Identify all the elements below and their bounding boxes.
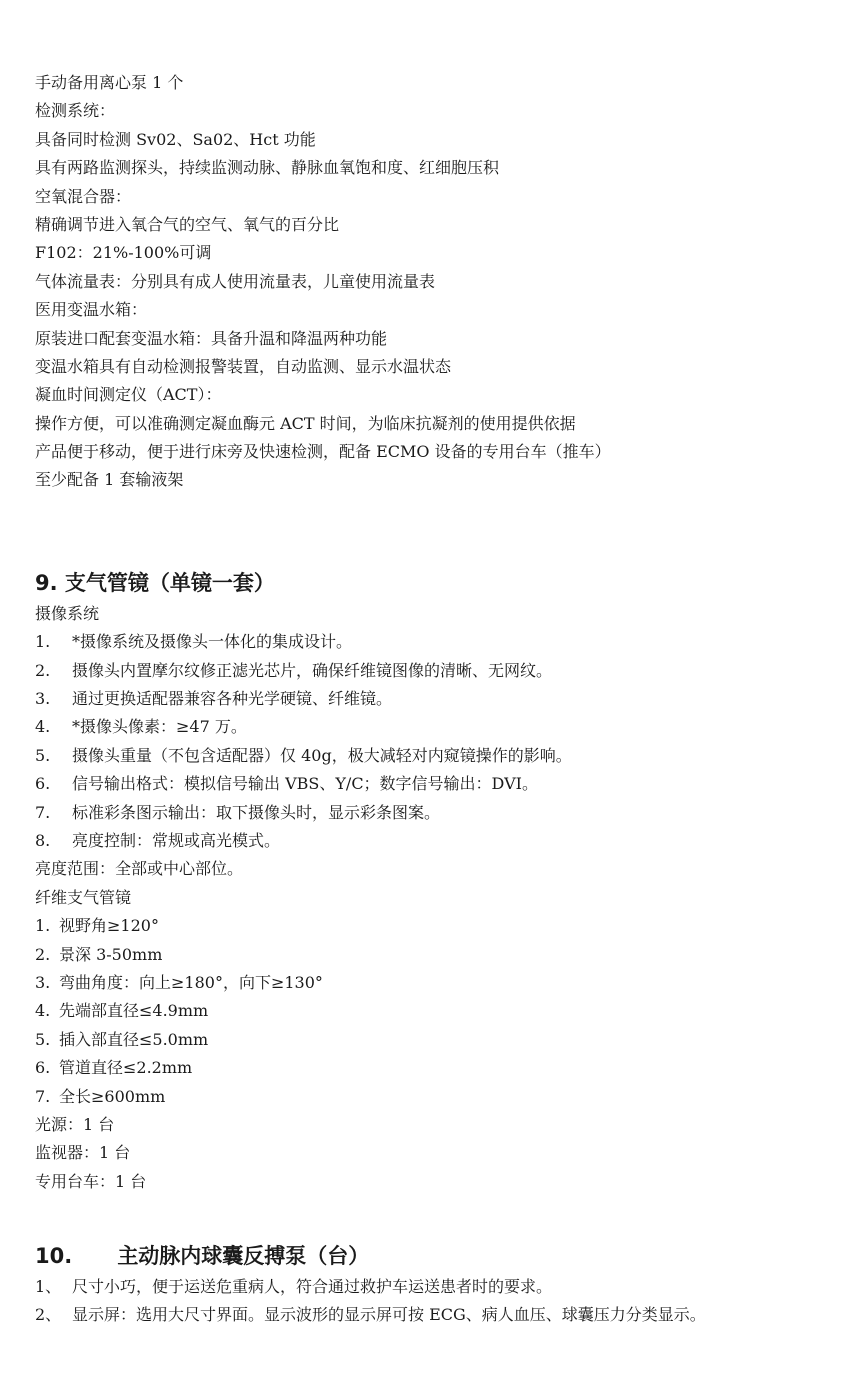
item-text: 信号输出格式：模拟信号输出 VBS、Y/C；数字信号输出：DVI。 [72,774,538,794]
text-line: 空氧混合器： [35,186,132,206]
item-text: 管道直径≤2.2mm [59,1058,193,1078]
item-number: 1. [35,916,51,936]
list-item [35,827,845,855]
text-line: 亮度范围：全部或中心部位。 [35,859,244,879]
item-text: 显示屏：选用大尺寸界面。显示波形的显示屏可按 ECG、病人血压、球囊压力分类显示。 [72,1305,706,1325]
item-text: 视野角≥120° [59,916,159,936]
item-number: 5. [35,1029,51,1049]
item-text: 摄像头内置摩尔纹修正滤光芯片，确保纤维镜图像的清晰、无网纹。 [72,660,553,680]
item-number: 2、 [35,1305,62,1325]
list-item [35,1026,845,1054]
item-number: 4. [35,717,51,737]
text-line: 专用台车：1 台 [35,1171,147,1191]
document-body [35,69,845,1330]
item-number: 6. [35,774,51,794]
list-item [35,628,845,656]
text-line: 手动备用离心泵 1 个 [35,73,184,92]
item-number: 1、 [35,1277,62,1297]
item-text: 摄像头重量（不包含适配器）仅 40g，极大减轻对内窥镜操作的影响。 [72,745,572,765]
section-heading [35,566,845,600]
item-text: 全长≥600mm [59,1086,166,1106]
item-number: 2. [35,660,51,680]
item-number: 7. [35,1086,51,1106]
list-item [35,1054,845,1082]
list-item [35,1301,845,1329]
text-line: 检测系统： [35,101,116,121]
list-item [35,713,845,741]
item-text: 插入部直径≤5.0mm [59,1029,209,1049]
text-line: 操作方便，可以准确测定凝血酶元 ACT 时间，为临床抗凝剂的使用提供依据 [35,413,576,433]
list-item [35,742,845,770]
text-line: 监视器：1 台 [35,1143,131,1163]
section-number: 9. [35,570,58,595]
item-number: 1. [35,632,51,652]
item-text: 景深 3-50mm [59,944,163,964]
text-line: 光源：1 台 [35,1114,115,1134]
item-text: *摄像系统及摄像头一体化的集成设计。 [72,632,353,652]
section-9 [35,566,845,1196]
subheading: 纤维支气管镜 [35,887,132,907]
section-heading [35,1239,845,1273]
item-text: 先端部直径≤4.9mm [59,1001,209,1021]
item-number: 8. [35,830,51,850]
list-item [35,941,845,969]
list-item [35,799,845,827]
section-title: 主动脉内球囊反搏泵（台） [117,1244,370,1269]
list-item [35,912,845,940]
item-number: 3. [35,972,51,992]
section-10 [35,1239,845,1330]
text-line: 精确调节进入氧合气的空气、氧气的百分比 [35,214,340,234]
item-number: 4. [35,1001,51,1021]
item-text: 通过更换适配器兼容各种光学硬镜、纤维镜。 [72,689,393,709]
list-item [35,969,845,997]
item-number: 7. [35,802,51,822]
text-line: 医用变温水箱： [35,300,148,320]
list-item [35,657,845,685]
item-text: 尺寸小巧，便于运送危重病人，符合通过救护车运送患者时的要求。 [72,1277,553,1297]
item-number: 2. [35,944,51,964]
list-item [35,1273,845,1301]
text-line: 产品便于移动，便于进行床旁及快速检测，配备 ECMO 设备的专用台车（推车） [35,442,611,462]
text-line: F102：21%-100%可调 [35,243,212,263]
ecmo-spec-block [35,69,845,495]
list-item [35,997,845,1025]
item-text: 弯曲角度：向上≥180°，向下≥130° [59,972,323,992]
text-line: 原装进口配套变温水箱：具备升温和降温两种功能 [35,328,388,348]
text-line: 具有两路监测探头，持续监测动脉、静脉血氧饱和度、红细胞压积 [35,158,500,178]
item-number: 6. [35,1058,51,1078]
list-item [35,1083,845,1111]
item-number: 3. [35,689,51,709]
text-line: 具备同时检测 Sv02、Sa02、Hct 功能 [35,129,316,149]
list-item [35,770,845,798]
text-line: 凝血时间测定仪（ACT）： [35,385,222,405]
text-line: 至少配备 1 套输液架 [35,470,184,490]
item-text: *摄像头像素：≥47 万。 [72,717,247,737]
item-number: 5. [35,745,51,765]
list-item [35,685,845,713]
section-number: 10. [35,1244,73,1269]
text-line: 气体流量表：分别具有成人使用流量表，儿童使用流量表 [35,271,436,291]
subheading: 摄像系统 [35,603,100,623]
text-line: 变温水箱具有自动检测报警装置，自动监测、显示水温状态 [35,356,452,376]
item-text: 亮度控制：常规或高光模式。 [72,830,281,850]
item-text: 标准彩条图示输出：取下摄像头时，显示彩条图案。 [72,802,441,822]
section-title: 支气管镜（单镜一套） [64,570,275,595]
